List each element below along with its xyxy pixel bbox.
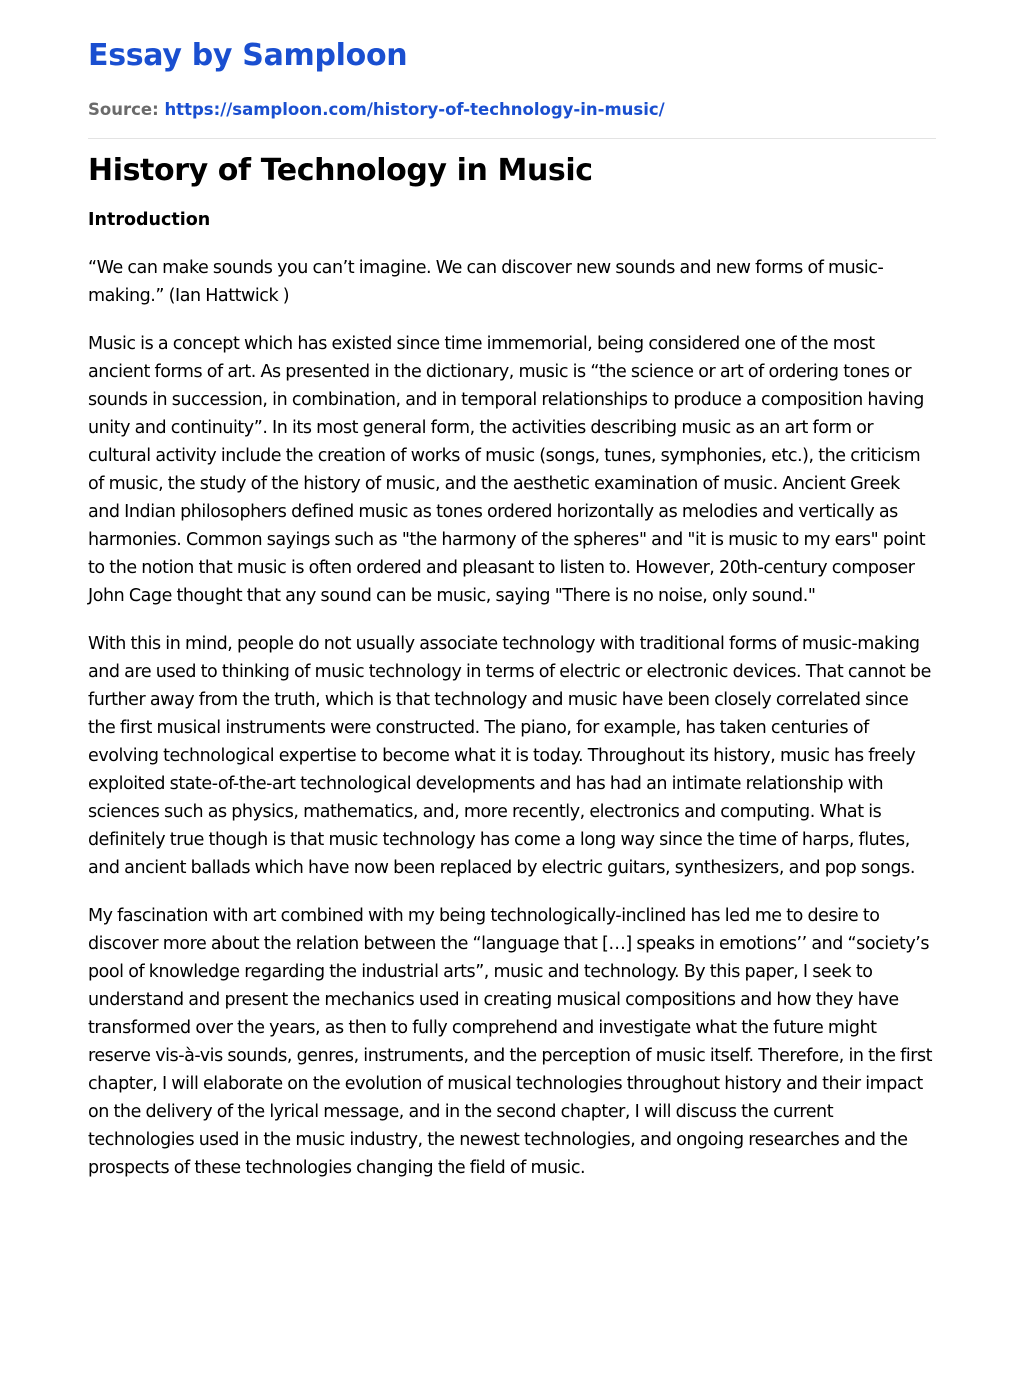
source-line	[88, 98, 936, 122]
paragraph-technology-music: With this in mind, people do not usually associate technology with traditional forms of music-making and are used to thinking of music technology in terms of electric or electronic devices. That cannot be further away from the truth, which is that technology and music have been closely correlated since the first musical instruments were constructed. The piano, for example, has taken centuries of evolving technological expertise to become what it is today. Throughout its history, music has freely exploited state-of-the-art technological developments and has had an intimate relationship with sciences such as physics, mathematics, and, more recently, electronics and computing. What is definitely true though is that music technology has come a long way since the time of harps, flutes, and ancient ballads which have now been replaced by electric guitars, synthesizers, and pop songs.	[88, 634, 931, 878]
paragraph-music-definition: Music is a concept which has existed since time immemorial, being considered one of the most ancient forms of art. As presented in the dictionary, music is “the science or art of ordering tones or sounds in succession, in combination, and in temporal relationships to produce a composition having unity and continuity”. In its most general form, the activities describing music as an art form or cultural activity include the creation of works of music (songs, tunes, symphonies, etc.), the criticism of music, the study of the history of music, and the aesthetic examination of music. Ancient Greek and Indian philosophers defined music as tones ordered horizontally as melodies and vertically as harmonies. Common sayings such as "the harmony of the spheres" and "it is music to my ears" point to the notion that music is often ordered and pleasant to listen to. However, 20th-century composer John Cage thought that any sound can be music, saying "There is no noise, only sound."	[88, 334, 926, 606]
section-heading-introduction: Introduction	[88, 210, 211, 230]
source-link[interactable]: https://samploon.com/history-of-technology-in-music/	[164, 100, 665, 119]
essay-title: History of Technology in Music	[88, 153, 593, 188]
source-label: Source:	[88, 100, 159, 119]
brand-title[interactable]: Essay by Samploon	[88, 38, 408, 73]
essay-page	[88, 0, 936, 1182]
header-divider	[88, 138, 936, 139]
paragraph-paper-purpose: My fascination with art combined with my being technologically-inclined has led me to desire to discover more about the relation between the “language that […] speaks in emotions’’ and “society’s pool of knowledge regarding the industrial arts”, music and technology. By this paper, I seek to understand and present the mechanics used in creating musical compositions and how they have transformed over the years, as then to fully comprehend and investigate what the future might reserve vis-à-vis sounds, genres, instruments, and the perception of music itself. Therefore, in the first chapter, I will elaborate on the evolution of musical technologies throughout history and their impact on the delivery of the lyrical message, and in the second chapter, I will discuss the current technologies used in the music industry, the newest technologies, and ongoing researches and the prospects of these technologies changing the field of music.	[88, 906, 933, 1178]
paragraph-quote: “We can make sounds you can’t imagine. We can discover new sounds and new forms of music-making.” (Ian Hattwick )	[88, 258, 884, 306]
